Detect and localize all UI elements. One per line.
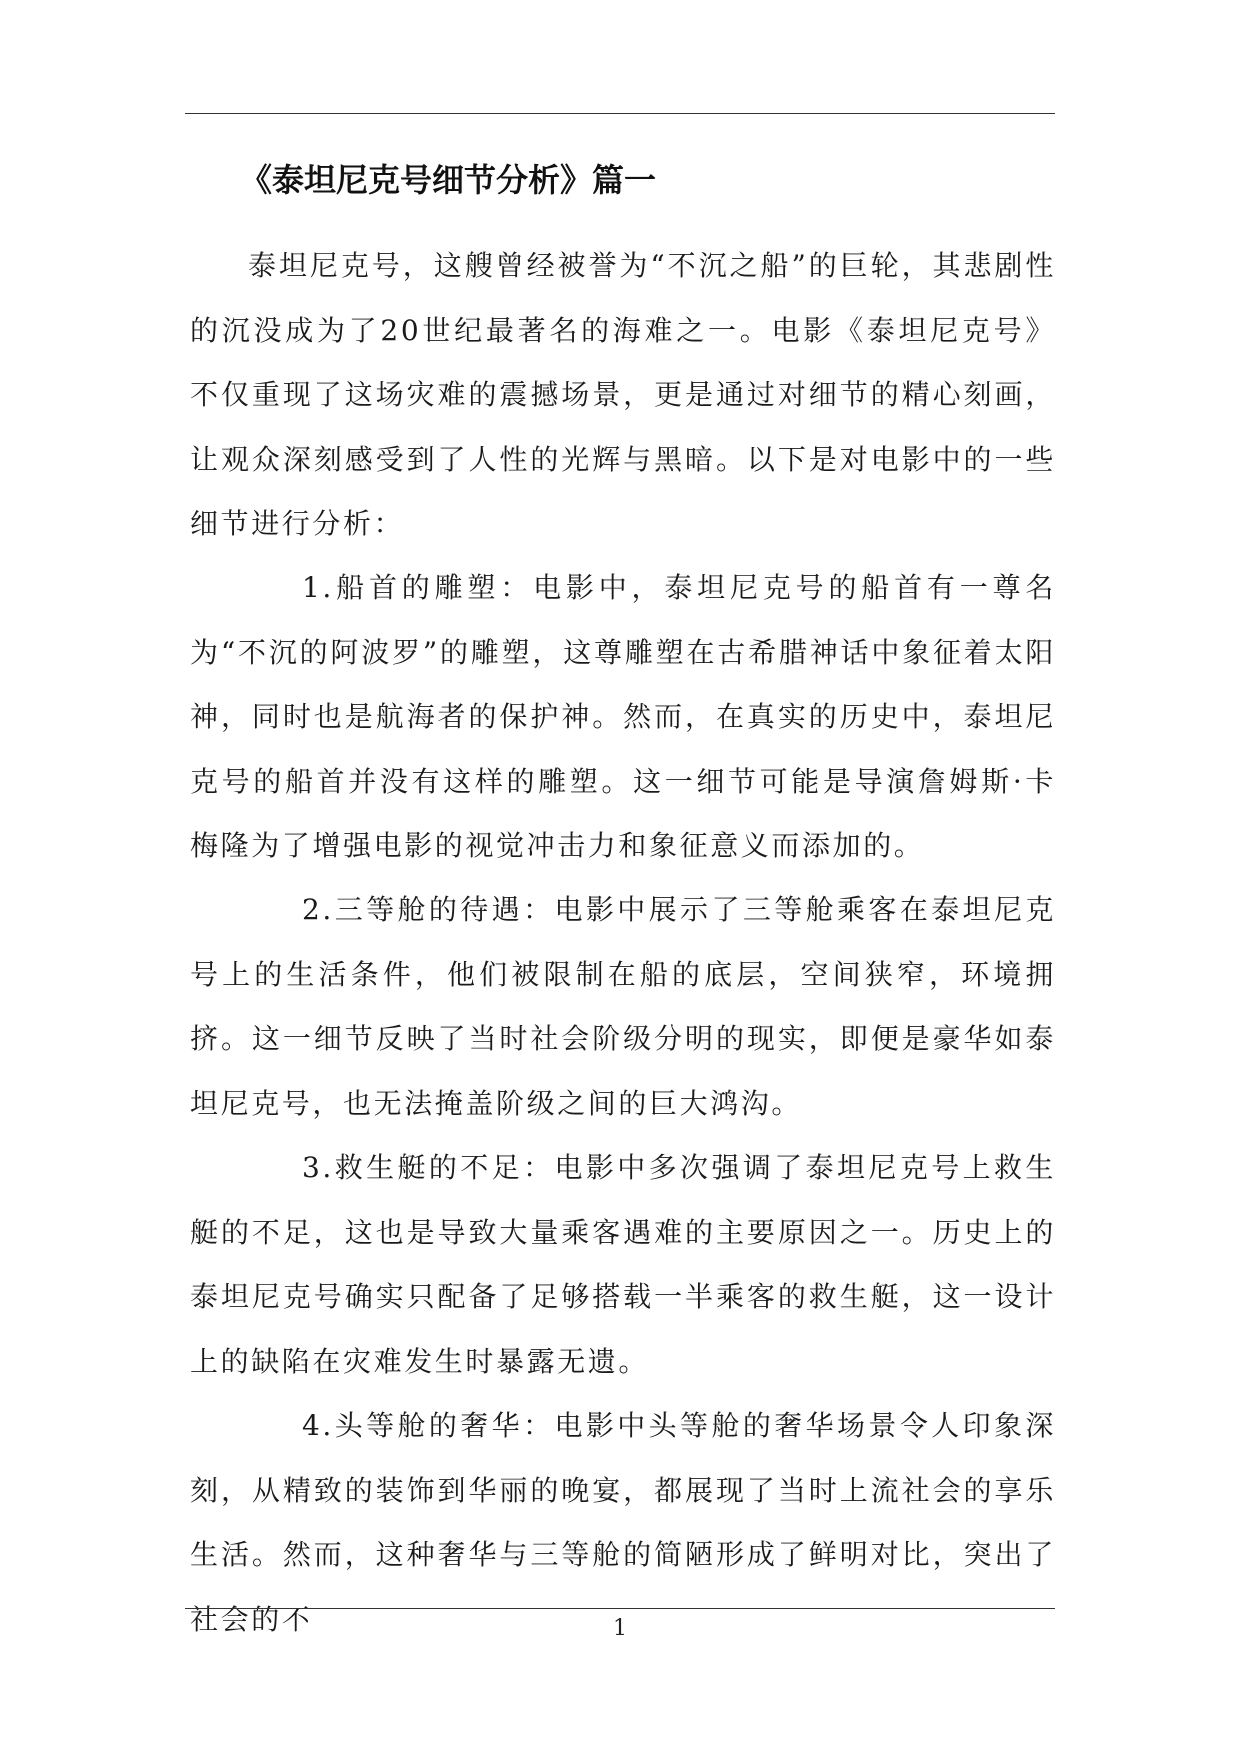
footer-rule (185, 1608, 1055, 1609)
paragraph-item-1: 1.船首的雕塑：电影中，泰坦尼克号的船首有一尊名为“不沉的阿波罗”的雕塑，这尊雕塑在古希腊神话中象征着太阳神，同时也是航海者的保护神。然而，在真实的历史中，泰坦尼克号的船首并没有这样的雕塑。这一细节可能是导演詹姆斯·卡梅隆为了增强电影的视觉冲击力和象征意义而添加的。 (190, 571, 1056, 862)
document-title: 《泰坦尼克号细节分析》篇一 (240, 161, 657, 199)
paragraph-item-3: 3.救生艇的不足：电影中多次强调了泰坦尼克号上救生艇的不足，这也是导致大量乘客遇难的主要原因之一。历史上的泰坦尼克号确实只配备了足够搭载一半乘客的救生艇，这一设计上的缺陷在灾难发生时暴露无遗。 (190, 1151, 1056, 1378)
page-number: 1 (613, 1616, 627, 1641)
paragraph-item-2: 2.三等舱的待遇：电影中展示了三等舱乘客在泰坦尼克号上的生活条件，他们被限制在船的底层，空间狭窄，环境拥挤。这一细节反映了当时社会阶级分明的现实，即便是豪华如泰坦尼克号，也无法掩盖阶级之间的巨大鸿沟。 (190, 893, 1056, 1120)
paragraph-item-4: 4.头等舱的奢华：电影中头等舱的奢华场景令人印象深刻，从精致的装饰到华丽的晚宴，都展现了当时上流社会的享乐生活。然而，这种奢华与三等舱的简陋形成了鲜明对比，突出了社会的不 (190, 1409, 1056, 1636)
header-rule (185, 113, 1055, 114)
paragraph-intro: 泰坦尼克号，这艘曾经被誉为“不沉之船”的巨轮，其悲剧性的沉没成为了20世纪最著名的海难之一。电影《泰坦尼克号》不仅重现了这场灾难的震撼场景，更是通过对细节的精心刻画，让观众深刻感受到了人性的光辉与黑暗。以下是对电影中的一些细节进行分析： (190, 249, 1056, 540)
